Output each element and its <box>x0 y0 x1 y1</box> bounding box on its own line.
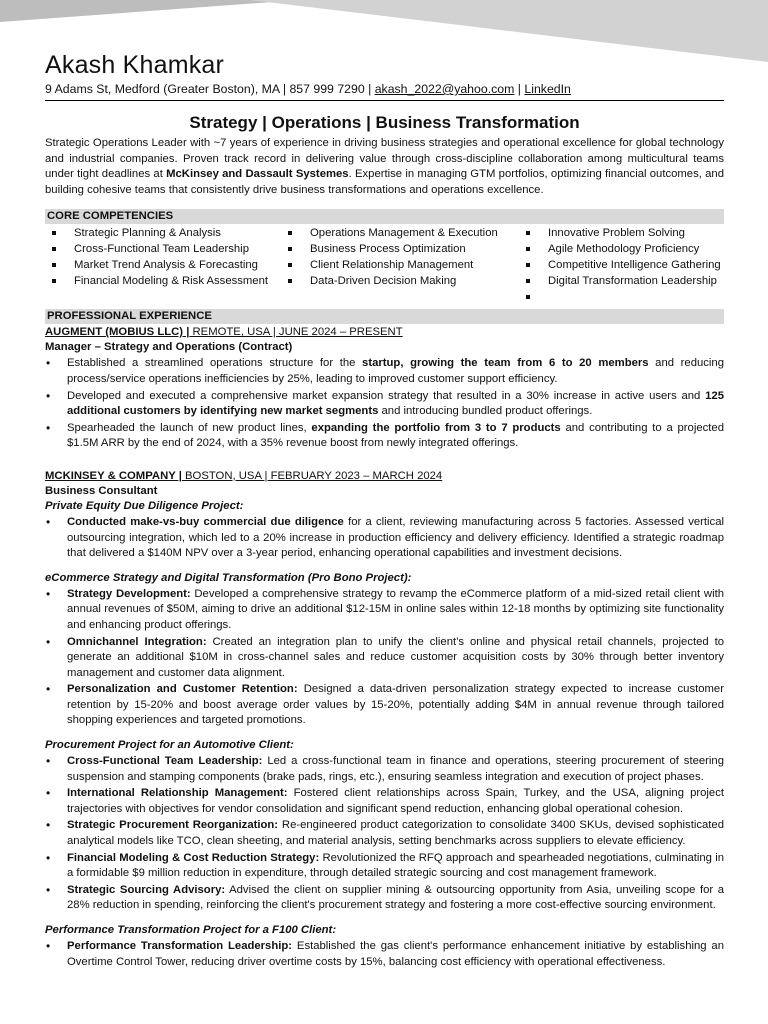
company-name: MCKINSEY & COMPANY | <box>45 469 182 482</box>
bullet-item: • Omnichannel Integration: Created an integration plan to unify the client’s online and physical retail channels, projected to generate an additional $10M in cross-channel sales and reduce customer acquisition costs by 30% through better inventory management and customer data alignment. <box>45 635 724 682</box>
competency-item: Digital Transformation Leadership <box>519 273 724 289</box>
project-bullets <box>45 939 724 970</box>
augment-bullets <box>45 356 724 452</box>
job-role: Business Consultant <box>45 484 158 497</box>
project-bullets <box>45 515 724 562</box>
competency-item: Operations Management & Execution <box>281 225 519 241</box>
bullet-item: • International Relationship Management: Fostered client relationships across Spain, Turkey, and the USA, aligning project trajectories with objectives for vendor consolidation and significant spend reduction, enhancing global operational cohesion. <box>45 786 724 817</box>
project-bullets <box>45 587 724 729</box>
summary-paragraph <box>45 136 724 198</box>
job-header-augment <box>45 325 724 340</box>
competency-item: Agile Methodology Proficiency <box>519 241 724 257</box>
competency-item: Business Process Optimization <box>281 241 519 257</box>
competency-item: Innovative Problem Solving <box>519 225 724 241</box>
bullet-item: • Personalization and Customer Retention: Designed a data-driven personalization strategy expected to increase customer retention by 15-20% and boost average order values by 15-20%, potentially adding $4M in annual revenue through tailored shopping experiences and targeted promotions. <box>45 682 724 729</box>
job-header-mckinsey <box>45 469 724 484</box>
candidate-name: Akash Khamkar <box>45 51 225 79</box>
bullet-item: • Performance Transformation Leadership: Established the gas client's performance enhancement initiative by establishing an Overtime Control Tower, reducing driver overtime costs by 15%, balancing cost efficiency with operational effectiveness. <box>45 939 724 970</box>
competencies-column-1 <box>45 225 281 305</box>
summary-bold: McKinsey and Dassault Systemes <box>166 168 349 181</box>
competency-item: Cross-Functional Team Leadership <box>45 241 281 257</box>
competency-item: Client Relationship Management <box>281 257 519 273</box>
summary-text-1: Strategic Operations Leader with ~7 years of experience in driving business strategies and operational excellence for global technology and industrial companies. Proven track record in delivering value through cross-discipline collaboration among multicultural teams under tight deadlines at <box>45 137 724 181</box>
competencies-column-3 <box>519 225 724 305</box>
bullet-item: • Strategic Sourcing Advisory: Advised the client on supplier mining & outsourcing opportunity from Asia, unveiling scope for a 28% reduction in spending, reinforcing the client's procurement strategy and fostering a more cost-effective sourcing environment. <box>45 883 724 914</box>
summary-text-2: . Expertise in managing GTM portfolios, optimizing financial outcomes, and building cohesive teams that consistently drive business transformations and operations excellence. <box>45 168 724 196</box>
bullet-item: • Strategy Development: Developed a comprehensive strategy to revamp the eCommerce platform of a mid-sized retail client with annual revenues of $50M, aiming to drive an additional $12-15M in online sales within 12-18 months by optimizing site functionality and enhancing product offerings. <box>45 587 724 634</box>
project-title: eCommerce Strategy and Digital Transformation (Pro Bono Project): <box>45 571 412 584</box>
company-name: AUGMENT (MOBIUS LLC) | <box>45 326 190 339</box>
bullet-item: • Established a streamlined operations structure for the startup, growing the team from 6 to 20 members and reducing process/service operations inefficiencies by 25%, leading to improved customer support efficiency. <box>45 356 724 387</box>
section-header-experience: PROFESSIONAL EXPERIENCE <box>45 309 724 324</box>
competency-item: Strategic Planning & Analysis <box>45 225 281 241</box>
address-phone: 9 Adams St, Medford (Greater Boston), MA | 857 999 7290 | <box>45 82 375 96</box>
project-title: Procurement Project for an Automotive Client: <box>45 739 294 752</box>
bullet-item: • Financial Modeling & Cost Reduction Strategy: Revolutionized the RFQ approach and spearheaded negotiations, culminating in a formidable $9 million reduction in expenditure, through detailed strategic sourcing and cost management framework. <box>45 851 724 882</box>
competency-item: Data-Driven Decision Making <box>281 273 519 289</box>
competency-item: Financial Modeling & Risk Assessment <box>45 273 281 289</box>
project-bullets <box>45 754 724 914</box>
email-link[interactable]: akash_2022@yahoo.com <box>374 82 515 96</box>
contact-separator: | <box>514 82 525 96</box>
competencies-column-2 <box>281 225 519 305</box>
linkedin-link[interactable]: LinkedIn <box>524 82 571 96</box>
section-header-competencies: CORE COMPETENCIES <box>45 209 724 224</box>
bullet-item: • Spearheaded the launch of new product lines, expanding the portfolio from 3 to 7 products and contributing to a projected $1.5M ARR by the end of 2024, with a 35% revenue boost from newly integrated offerings. <box>45 421 724 452</box>
job-details: REMOTE, USA | JUNE 2024 – PRESENT <box>189 326 403 339</box>
job-role: Manager – Strategy and Operations (Contract) <box>45 341 293 354</box>
bullet-item: • Strategic Procurement Reorganization: Re-engineered product categorization to consolidate 3400 SKUs, devised sophisticated analytical models like TCO, clean sheeting, and material analysis, setting benchmarks across suppliers to elevate efficiency. <box>45 818 724 849</box>
job-details: BOSTON, USA | FEBRUARY 2023 – MARCH 2024 <box>181 469 443 482</box>
contact-line <box>45 81 724 101</box>
headline-title: Strategy | Operations | Business Transformation <box>189 113 580 132</box>
bullet-item: • Developed and executed a comprehensive market expansion strategy that resulted in a 30% increase in active users and 125 additional customers by identifying new market segments and introducing bundled product offerings. <box>45 389 724 420</box>
project-title: Private Equity Due Diligence Project: <box>45 499 244 512</box>
bullet-item: • Cross-Functional Team Leadership: Led a cross-functional team in finance and operations, steering procurement of steering suspension and stamping components (brake pads, rings, etc.), ensuring seamless integration and execution of project phases. <box>45 754 724 785</box>
competencies-grid <box>45 225 724 305</box>
competency-item: Market Trend Analysis & Forecasting <box>45 257 281 273</box>
project-title: Performance Transformation Project for a F100 Client: <box>45 924 337 936</box>
resume-page <box>45 50 724 971</box>
bullet-item: • Conducted make-vs-buy commercial due diligence for a client, reviewing manufacturing across 5 factories. Assessed vertical outsourcing integration, which led to a 20% increase in production efficiency and delivery efficiency. Identified a strategic roadmap that delivered a $140M NPV over a 3-year period, enhancing operational capabilities and investment decisions. <box>45 515 724 562</box>
competency-item: Competitive Intelligence Gathering <box>519 257 724 273</box>
competency-item-empty <box>519 289 724 305</box>
